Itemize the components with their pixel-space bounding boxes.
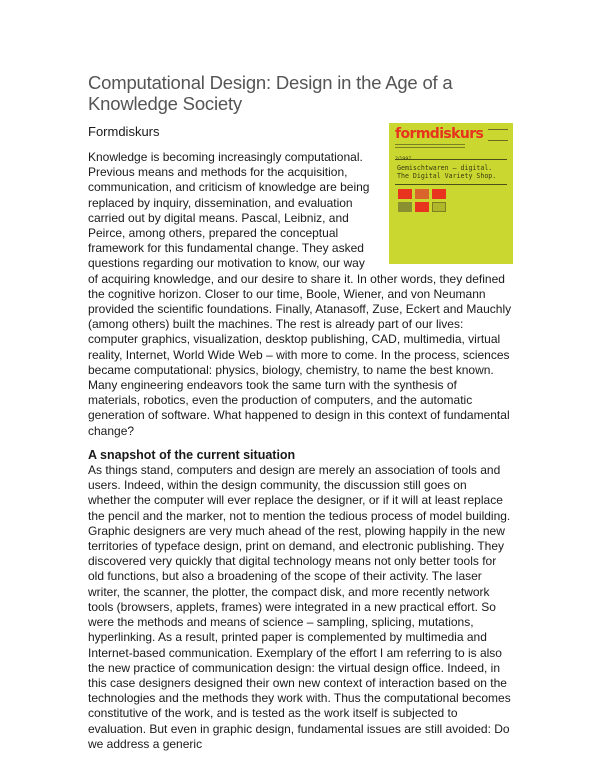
cover-subtitle-lines: [395, 144, 465, 150]
cover-headline-panel: [395, 159, 507, 185]
magazine-cover-image: [389, 123, 513, 264]
cover-headline-line-2: The Digital Variety Shop.: [397, 172, 497, 180]
cover-headline: [397, 164, 496, 180]
page-title: Computational Design: Design in the Age of a Knowledge Society: [88, 72, 453, 114]
cover-thumbnail: [398, 202, 412, 212]
cover-thumbnail: [398, 189, 412, 199]
page-subtitle: Formdiskurs: [88, 124, 160, 139]
cover-thumbnail: [415, 189, 429, 199]
section-heading: A snapshot of the current situation: [88, 447, 296, 462]
article-body: [88, 126, 512, 752]
cover-thumbnail: [415, 202, 429, 212]
cover-corner-mark: [488, 129, 508, 141]
cover-thumbnail: [432, 189, 446, 199]
cover-logo: formdiskurs: [395, 126, 484, 142]
cover-issue: 2/1997: [395, 157, 412, 162]
cover-headline-line-1: Gemischtwaren – digital.: [397, 164, 493, 172]
paragraph-2: As things stand, computers and design are merely an association of tools and users. Indeed, within the design community, the discussion still goes on whether the computer will ever replace the designer, or if it will at least replace the pencil and the marker, not to mention the tedious process of model building. Graphic designers are very much ahead of the rest, plowing happily in the new territories of typeface design, print on demand, and electronic publishing. They discovered very quickly that digital technology means not only better tools for old functions, but also a broadening of the scope of their activity. The laser writer, the scanner, the plotter, the compact disk, and more recently network tools (browsers, applets, frames) were integrated in a new practical effort. So were the methods and means of science – sampling, splicing, mutations, hyperlinking. As a result, printed paper is complemented by multimedia and Internet-based communication. Exemplary of the effort I am referring to is also the new practice of communication design: the virtual design office. Indeed, in this case designers designed their own new context of interaction based on the technologies and the methods they work with. Thus the computational becomes constitutive of the work, and is tested as the work itself is subjected to evaluation. But even in graphic design, fundamental issues are still avoided: Do we address a generic: [88, 463, 511, 751]
cover-thumbnail: [432, 202, 446, 212]
paragraph-1: Knowledge is becoming increasingly computational. Previous means and methods for the acquisition, communication, and criticism of knowledge are being replaced by inquiry, dissemination, and evaluation carried out by digital means. Pascal, Leibniz, and Peirce, among others, prepared the conceptual framework for this fundamental change. They asked questions regarding our motivation to know, our way of acquiring knowledge, and our desire to share it. In other words, they defined the cognitive horizon. Closer to our time, Boole, Wiener, and von Neumann provided the scientific foundations. Finally, Atanasoff, Zuse, Eckert and Mauchly (among others) built the machines. The rest is already part of our lives: computer graphics, visualization, desktop publishing, CAD, multimedia, virtual reality, Internet, World Wide Web – with more to come. In the process, sciences became computational: physics, biology, chemistry, to name the best known. Many engineering endeavors took the same turn with the synthesis of materials, robotics, even the production of computers, and the automatic generation of software. What happened to design in this context of fundamental change?: [88, 150, 512, 438]
